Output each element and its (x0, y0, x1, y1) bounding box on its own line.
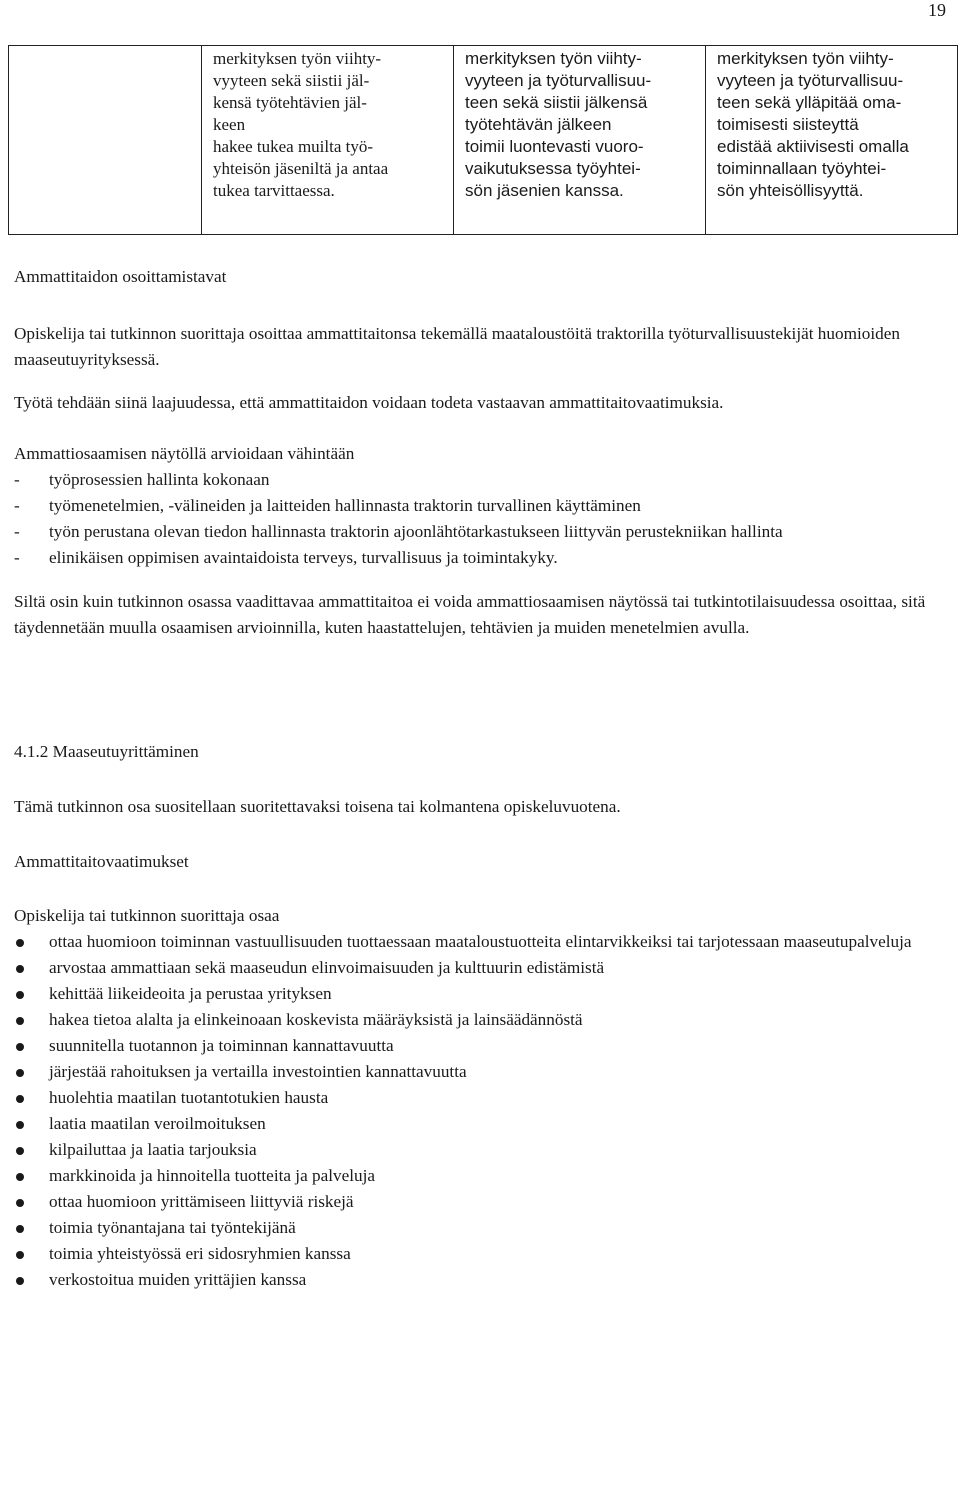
bullet-icon (16, 1147, 24, 1155)
cell-text-line: vyyteen sekä siistii jäl- (213, 71, 370, 90)
list-item-text: toimia työnantajana tai työntekijänä (49, 1218, 296, 1237)
list-item (14, 1111, 946, 1137)
list-item (14, 955, 946, 981)
bullet-icon (16, 939, 24, 947)
list-item-text: työn perustana olevan tiedon hallinnasta traktorin ajoonlähtötarkastukseen liittyvän perustekniikan hallinta (49, 522, 783, 541)
page-number: 19 (928, 0, 946, 20)
cell-text-line: merkityksen työn viihty- (213, 49, 382, 68)
bullet-icon (16, 1199, 24, 1207)
dash-marker: - (14, 470, 20, 489)
list-item (14, 519, 946, 545)
list-item-text: työprosessien hallinta kokonaan (49, 470, 270, 489)
list-item-text: ottaa huomioon toiminnan vastuullisuuden tuottaessaan maataloustuotteita elintarvikkeiksi tai tarjotessaan maaseutupalveluja (49, 932, 912, 951)
assessment-criteria-table (8, 45, 958, 235)
cell-text-line: toimisesti siisteyttä (717, 115, 859, 134)
cell-text-line: merkityksen työn viihty- (465, 49, 642, 68)
requirements-intro: Opiskelija tai tutkinnon suorittaja osaa (14, 906, 280, 925)
list-item (14, 929, 946, 955)
list-item (14, 1189, 946, 1215)
paragraph-demonstration: Opiskelija tai tutkinnon suorittaja osoittaa ammattitaitonsa tekemällä maataloustöitä traktorilla työturvallisuustekijät huomioiden maaseutuyrityksessä. (14, 324, 900, 369)
list-item-text: kehittää liikeideoita ja perustaa yrityksen (49, 984, 332, 1003)
list-item-text: huolehtia maatilan tuotantotukien hausta (49, 1088, 329, 1107)
cell-text-line: merkityksen työn viihty- (717, 49, 894, 68)
cell-text-line: vyyteen ja työturvallisuu- (717, 71, 904, 90)
paragraph-supplementary: Siltä osin kuin tutkinnon osassa vaadittavaa ammattitaitoa ei voida ammattiosaamisen näytössä tai tutkintotilaisuudessa osoittaa, sitä täydennetään muulla osaamisen arvioinnilla, kuten haastattelujen, tehtävien ja muiden menetelmien avulla. (14, 592, 926, 637)
list-item (14, 1163, 946, 1189)
bullet-icon (16, 1043, 24, 1051)
cell-text-line: toimii luontevasti vuoro- (465, 137, 644, 156)
list-item-text: työmenetelmien, -välineiden ja laitteiden hallinnasta traktorin turvallinen käyttäminen (49, 496, 641, 515)
bullet-icon (16, 991, 24, 999)
list-item (14, 1059, 946, 1085)
requirements-list (14, 929, 946, 1293)
cell-text-line: keen (213, 115, 246, 134)
cell-text-line: hakee tukea muilta työ- (213, 137, 374, 156)
bullet-icon (16, 1121, 24, 1129)
bullet-icon (16, 1225, 24, 1233)
list-item (14, 1267, 946, 1293)
list-item-text: arvostaa ammattiaan sekä maaseudun elinvoimaisuuden ja kulttuurin edistämistä (49, 958, 605, 977)
cell-text-line: teen sekä ylläpitää oma- (717, 93, 902, 112)
assessment-intro: Ammattiosaamisen näytöllä arvioidaan vähintään (14, 444, 355, 463)
list-item-text: elinikäisen oppimisen avaintaidoista terveys, turvallisuus ja toimintakyky. (49, 548, 558, 567)
bullet-icon (16, 1251, 24, 1259)
list-item-text: kilpailuttaa ja laatia tarjouksia (49, 1140, 257, 1159)
cell-text-line: sön yhteisöllisyyttä. (717, 181, 864, 200)
paragraph-extent: Työtä tehdään siinä laajuudessa, että ammattitaidon voidaan todeta vastaavan ammattitaitovaatimuksia. (14, 393, 724, 412)
bullet-icon (16, 1095, 24, 1103)
bullet-icon (16, 1017, 24, 1025)
cell-text-line: toiminnallaan työyhtei- (717, 159, 887, 178)
cell-text-line: tukea tarvittaessa. (213, 181, 335, 200)
bullet-icon (16, 1069, 24, 1077)
table-cell-level-2 (454, 46, 706, 235)
dash-marker: - (14, 548, 20, 567)
list-item (14, 1033, 946, 1059)
section-title: 4.1.2 Maaseutuyrittäminen (14, 742, 199, 761)
cell-text-line: vaikutuksessa työyhtei- (465, 159, 641, 178)
cell-text-line: kensä työtehtävien jäl- (213, 93, 367, 112)
cell-text-line: teen sekä siistii jälkensä (465, 93, 648, 112)
list-item-text: ottaa huomioon yrittämiseen liittyviä riskejä (49, 1192, 354, 1211)
list-item (14, 545, 946, 571)
list-item-text: järjestää rahoituksen ja vertailla investointien kannattavuutta (49, 1062, 467, 1081)
dash-marker: - (14, 496, 20, 515)
bullet-icon (16, 965, 24, 973)
cell-text-line: sön jäsenien kanssa. (465, 181, 624, 200)
document-body (14, 264, 946, 1293)
paragraph-recommendation: Tämä tutkinnon osa suositellaan suoritettavaksi toisena tai kolmantena opiskeluvuotena. (14, 797, 621, 816)
bullet-icon (16, 1277, 24, 1285)
list-item (14, 467, 946, 493)
cell-text-line: vyyteen ja työturvallisuu- (465, 71, 652, 90)
dash-marker: - (14, 522, 20, 541)
list-item (14, 1007, 946, 1033)
list-item (14, 1241, 946, 1267)
section-heading-demonstration: Ammattitaidon osoittamistavat (14, 267, 227, 286)
table-cell-empty (9, 46, 202, 235)
list-item-text: markkinoida ja hinnoitella tuotteita ja palveluja (49, 1166, 375, 1185)
assessment-list (14, 467, 946, 571)
list-item (14, 1085, 946, 1111)
cell-text-line: edistää aktiivisesti omalla (717, 137, 909, 156)
list-item (14, 1137, 946, 1163)
list-item (14, 493, 946, 519)
table-row (9, 46, 958, 235)
table-cell-level-3 (706, 46, 958, 235)
list-item-text: laatia maatilan veroilmoituksen (49, 1114, 266, 1133)
cell-text-line: yhteisön jäseniltä ja antaa (213, 159, 389, 178)
bullet-icon (16, 1173, 24, 1181)
list-item-text: toimia yhteistyössä eri sidosryhmien kanssa (49, 1244, 351, 1263)
cell-text-line: työtehtävän jälkeen (465, 115, 612, 134)
list-item-text: verkostoitua muiden yrittäjien kanssa (49, 1270, 307, 1289)
list-item (14, 981, 946, 1007)
requirements-heading: Ammattitaitovaatimukset (14, 852, 189, 871)
list-item-text: suunnitella tuotannon ja toiminnan kannattavuutta (49, 1036, 394, 1055)
list-item-text: hakea tietoa alalta ja elinkeinoaan koskevista määräyksistä ja lainsäädännöstä (49, 1010, 583, 1029)
table-cell-level-1 (202, 46, 454, 235)
list-item (14, 1215, 946, 1241)
